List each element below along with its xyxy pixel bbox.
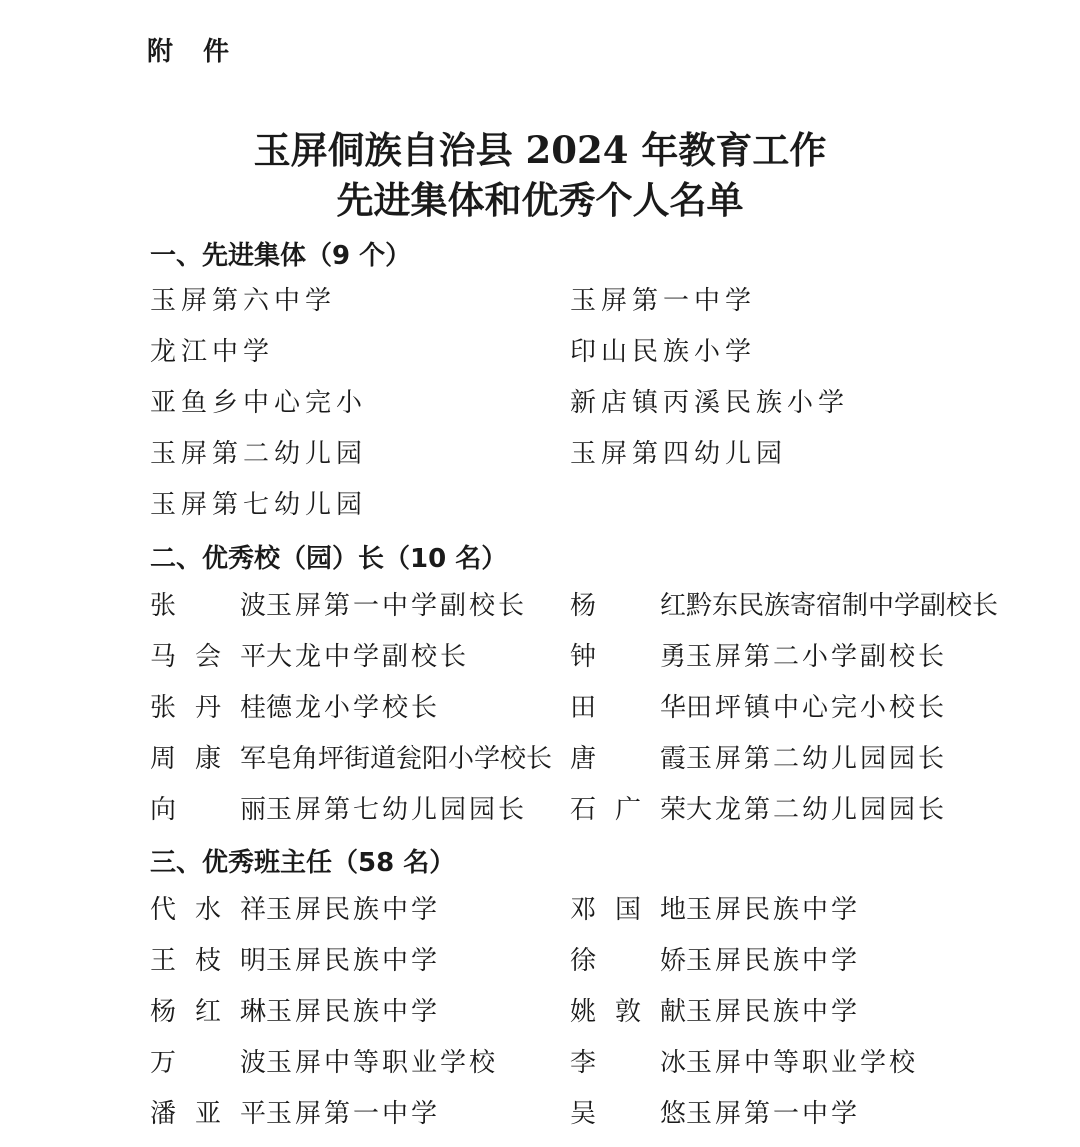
attachment-label-char-1: 附 <box>147 37 174 67</box>
person-organization: 玉屏民族中学 <box>266 895 441 925</box>
list-row <box>150 943 1030 994</box>
person-organization: 玉屏第一中学 <box>686 1099 861 1129</box>
document-title-line-2: 先进集体和优秀个人名单 <box>336 178 744 222</box>
list-row <box>150 1045 1030 1096</box>
attachment-label-char-2: 件 <box>203 37 230 67</box>
person-name: 吴悠 <box>570 1099 686 1129</box>
person-name: 姚敦献 <box>570 997 686 1027</box>
person-name: 李冰 <box>570 1048 686 1078</box>
person-name: 徐娇 <box>570 946 686 976</box>
list-row <box>150 741 1030 792</box>
list-row <box>150 436 1030 487</box>
person-organization: 田坪镇中心完小校长 <box>686 693 948 723</box>
person-organization: 玉屏第二小学副校长 <box>686 642 948 672</box>
person-entry <box>150 741 552 777</box>
person-entry <box>150 994 440 1030</box>
list-item: 玉屏第六中学 <box>150 286 337 316</box>
person-organization: 玉屏中等职业学校 <box>686 1048 919 1078</box>
list-item: 玉屏第七幼儿园 <box>150 490 368 520</box>
person-entry <box>150 792 527 828</box>
person-name: 石广荣 <box>570 795 686 825</box>
list-row <box>150 792 1030 843</box>
attachment-label <box>147 34 229 70</box>
person-organization: 皂角坪街道瓮阳小学校长 <box>266 744 553 774</box>
person-entry <box>150 1045 498 1081</box>
list-item: 新店镇丙溪民族小学 <box>570 388 850 418</box>
person-entry <box>570 792 947 828</box>
person-entry <box>150 690 440 726</box>
person-name: 唐霞 <box>570 744 686 774</box>
person-organization: 玉屏民族中学 <box>266 997 441 1027</box>
list-row <box>150 283 1030 334</box>
person-organization: 玉屏第一中学 <box>266 1099 441 1129</box>
list-item: 玉屏第一中学 <box>570 286 757 316</box>
person-organization: 玉屏民族中学 <box>686 997 861 1027</box>
list-row <box>150 385 1030 436</box>
excellent-class-teachers-list <box>150 892 1030 1147</box>
person-entry <box>150 588 527 624</box>
person-name: 张波 <box>150 591 266 621</box>
person-organization: 玉屏第二幼儿园园长 <box>686 744 948 774</box>
person-entry <box>150 639 469 675</box>
person-organization: 玉屏第一中学副校长 <box>266 591 528 621</box>
section-heading-advanced-collectives: 一、先进集体（9 个） <box>150 241 412 271</box>
person-entry <box>570 1096 860 1132</box>
person-name: 田华 <box>570 693 686 723</box>
person-name: 周康军 <box>150 744 266 774</box>
person-entry <box>150 892 440 928</box>
list-row <box>150 588 1030 639</box>
list-row <box>150 1096 1030 1147</box>
person-entry <box>570 1045 918 1081</box>
section-heading-excellent-class-teachers: 三、优秀班主任（58 名） <box>150 848 456 878</box>
document-title-line-1: 玉屏侗族自治县 2024 年教育工作 <box>253 128 827 172</box>
person-name: 马会平 <box>150 642 266 672</box>
person-name: 张丹桂 <box>150 693 266 723</box>
list-row <box>150 334 1030 385</box>
person-entry <box>150 1096 440 1132</box>
person-entry <box>570 892 860 928</box>
person-entry <box>570 639 947 675</box>
list-row <box>150 892 1030 943</box>
person-name: 潘亚平 <box>150 1099 266 1129</box>
list-item: 龙江中学 <box>150 337 275 367</box>
list-item: 玉屏第四幼儿园 <box>570 439 788 469</box>
person-name: 钟勇 <box>570 642 686 672</box>
person-organization: 玉屏中等职业学校 <box>266 1048 499 1078</box>
person-name: 杨红 <box>570 591 686 621</box>
person-name: 向丽 <box>150 795 266 825</box>
person-name: 杨红琳 <box>150 997 266 1027</box>
person-organization: 德龙小学校长 <box>266 693 441 723</box>
person-organization: 大龙中学副校长 <box>266 642 470 672</box>
list-item: 印山民族小学 <box>570 337 757 367</box>
person-entry <box>150 943 440 979</box>
person-entry <box>570 741 947 777</box>
section-heading-excellent-principals: 二、优秀校（园）长（10 名） <box>150 544 508 574</box>
person-name: 万波 <box>150 1048 266 1078</box>
person-entry <box>570 690 947 726</box>
person-organization: 玉屏民族中学 <box>686 895 861 925</box>
person-organization: 黔东民族寄宿制中学副校长 <box>686 591 999 621</box>
person-name: 王枝明 <box>150 946 266 976</box>
list-row <box>150 690 1030 741</box>
list-item: 亚鱼乡中心完小 <box>150 388 368 418</box>
list-row <box>150 994 1030 1045</box>
person-name: 代水祥 <box>150 895 266 925</box>
excellent-principals-list <box>150 588 1030 843</box>
list-item: 玉屏第二幼儿园 <box>150 439 368 469</box>
person-name: 邓国地 <box>570 895 686 925</box>
person-organization: 玉屏民族中学 <box>686 946 861 976</box>
list-row <box>150 487 1030 538</box>
person-entry <box>570 994 860 1030</box>
person-organization: 大龙第二幼儿园园长 <box>686 795 948 825</box>
person-entry <box>570 943 860 979</box>
person-organization: 玉屏第七幼儿园园长 <box>266 795 528 825</box>
advanced-collectives-list <box>150 283 1030 538</box>
person-organization: 玉屏民族中学 <box>266 946 441 976</box>
list-row <box>150 639 1030 690</box>
person-entry <box>570 588 998 624</box>
